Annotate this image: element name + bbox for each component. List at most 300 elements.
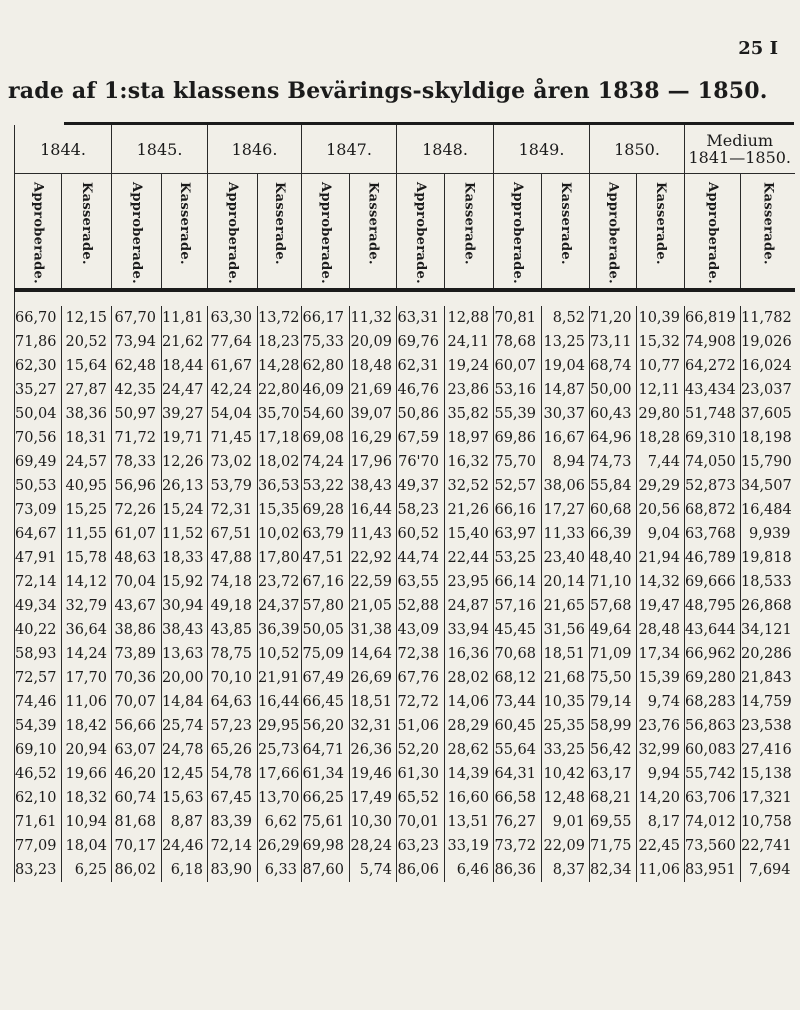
approberade-cell: 63,23 [397,834,445,858]
approberade-cell: 67,70 [112,306,162,330]
kasserade-cell: 22,09 [542,834,590,858]
approberade-label: Approberade. [705,182,720,284]
approberade-cell: 46,789 [685,546,741,570]
table-row [15,786,795,810]
approberade-cell: 51,748 [685,402,741,426]
kasserade-label: Kasserade. [79,182,94,265]
approberade-column-header [112,174,162,290]
kasserade-cell: 9,939 [741,522,795,546]
approberade-cell: 68,283 [685,690,741,714]
kasserade-cell: 16,44 [258,690,302,714]
kasserade-cell: 26,69 [350,666,397,690]
approberade-cell: 74,46 [15,690,62,714]
kasserade-cell: 11,81 [162,306,208,330]
kasserade-cell: 17,18 [258,426,302,450]
kasserade-cell: 30,94 [162,594,208,618]
kasserade-cell: 14,20 [637,786,685,810]
approberade-cell: 73,72 [494,834,542,858]
kasserade-cell: 22,80 [258,378,302,402]
kasserade-cell: 23,72 [258,570,302,594]
table-row [15,858,795,882]
approberade-cell: 74,18 [208,570,258,594]
approberade-cell: 53,25 [494,546,542,570]
approberade-cell: 60,083 [685,738,741,762]
kasserade-cell: 11,06 [62,690,112,714]
table-row [15,642,795,666]
approberade-cell: 46,52 [15,762,62,786]
kasserade-cell: 11,43 [350,522,397,546]
kasserade-cell: 24,37 [258,594,302,618]
approberade-cell: 72,57 [15,666,62,690]
approberade-cell: 56,42 [590,738,637,762]
table-row [15,330,795,354]
kasserade-cell: 39,07 [350,402,397,426]
kasserade-cell: 18,23 [258,330,302,354]
kasserade-cell: 22,45 [637,834,685,858]
kasserade-cell: 24,11 [445,330,494,354]
approberade-cell: 40,22 [15,618,62,642]
approberade-cell: 49,37 [397,474,445,498]
kasserade-cell: 20,14 [542,570,590,594]
approberade-cell: 68,21 [590,786,637,810]
kasserade-cell: 18,44 [162,354,208,378]
approberade-cell: 61,34 [302,762,350,786]
kasserade-cell: 16,60 [445,786,494,810]
approberade-cell: 55,64 [494,738,542,762]
kasserade-cell: 14,12 [62,570,112,594]
kasserade-label: Kasserade. [365,182,381,265]
kasserade-cell: 11,33 [542,522,590,546]
kasserade-cell: 22,741 [741,834,795,858]
kasserade-cell: 19,24 [445,354,494,378]
approberade-cell: 66,25 [302,786,350,810]
kasserade-cell: 16,32 [445,450,494,474]
kasserade-cell: 12,15 [62,306,112,330]
table-body [15,290,795,882]
approberade-cell: 53,16 [494,378,542,402]
kasserade-cell: 14,87 [542,378,590,402]
kasserade-cell: 38,06 [542,474,590,498]
kasserade-cell: 17,34 [637,642,685,666]
kasserade-cell: 14,39 [445,762,494,786]
table-row [15,834,795,858]
approberade-cell: 70,68 [494,642,542,666]
approberade-cell: 73,89 [112,642,162,666]
approberade-cell: 60,43 [590,402,637,426]
kasserade-cell: 15,64 [62,354,112,378]
kasserade-cell: 21,68 [542,666,590,690]
approberade-cell: 69,10 [15,738,62,762]
approberade-cell: 69,49 [15,450,62,474]
approberade-cell: 83,39 [208,810,258,834]
kasserade-cell: 32,99 [637,738,685,762]
approberade-cell: 56,96 [112,474,162,498]
approberade-cell: 57,80 [302,594,350,618]
approberade-cell: 54,04 [208,402,258,426]
kasserade-cell: 17,66 [258,762,302,786]
kasserade-cell: 28,48 [637,618,685,642]
kasserade-cell: 9,74 [637,690,685,714]
approberade-cell: 83,23 [15,858,62,882]
approberade-cell: 65,26 [208,738,258,762]
approberade-cell: 69,280 [685,666,741,690]
kasserade-cell: 33,19 [445,834,494,858]
kasserade-cell: 10,42 [542,762,590,786]
kasserade-cell: 25,74 [162,714,208,738]
kasserade-cell: 13,25 [542,330,590,354]
kasserade-cell: 19,71 [162,426,208,450]
kasserade-cell: 14,06 [445,690,494,714]
kasserade-cell: 18,28 [637,426,685,450]
approberade-cell: 71,72 [112,426,162,450]
kasserade-cell: 11,55 [62,522,112,546]
approberade-cell: 60,52 [397,522,445,546]
approberade-cell: 52,873 [685,474,741,498]
kasserade-cell: 17,27 [542,498,590,522]
kasserade-cell: 26,13 [162,474,208,498]
approberade-cell: 69,98 [302,834,350,858]
kasserade-cell: 21,94 [637,546,685,570]
kasserade-cell: 8,52 [542,306,590,330]
kasserade-cell: 10,30 [350,810,397,834]
kasserade-cell: 24,47 [162,378,208,402]
kasserade-column-header [445,174,494,290]
approberade-cell: 64,96 [590,426,637,450]
statistics-table-container [14,122,794,882]
kasserade-cell: 20,94 [62,738,112,762]
kasserade-cell: 23,95 [445,570,494,594]
approberade-cell: 49,64 [590,618,637,642]
kasserade-column-header [350,174,397,290]
approberade-cell: 75,50 [590,666,637,690]
kasserade-cell: 19,04 [542,354,590,378]
approberade-cell: 70,04 [112,570,162,594]
kasserade-cell: 14,32 [637,570,685,594]
kasserade-cell: 18,33 [162,546,208,570]
kasserade-cell: 21,69 [350,378,397,402]
approberade-cell: 43,434 [685,378,741,402]
kasserade-cell: 21,65 [542,594,590,618]
approberade-cell: 64,67 [15,522,62,546]
approberade-cell: 70,36 [112,666,162,690]
table-row [15,450,795,474]
approberade-cell: 63,30 [208,306,258,330]
kasserade-cell: 25,73 [258,738,302,762]
kasserade-cell: 16,44 [350,498,397,522]
kasserade-cell: 14,84 [162,690,208,714]
approberade-cell: 48,63 [112,546,162,570]
approberade-cell: 64,63 [208,690,258,714]
column-label-row [15,174,795,290]
approberade-cell: 77,64 [208,330,258,354]
kasserade-cell: 14,28 [258,354,302,378]
table-row [15,618,795,642]
year-header: Medium 1841—1850. [685,125,795,174]
approberade-cell: 53,79 [208,474,258,498]
approberade-cell: 67,59 [397,426,445,450]
kasserade-cell: 18,533 [741,570,795,594]
kasserade-cell: 32,79 [62,594,112,618]
approberade-cell: 70,56 [15,426,62,450]
kasserade-cell: 21,26 [445,498,494,522]
approberade-column-header [15,174,62,290]
approberade-cell: 57,68 [590,594,637,618]
kasserade-cell: 17,70 [62,666,112,690]
kasserade-cell: 38,36 [62,402,112,426]
kasserade-cell: 33,94 [445,618,494,642]
approberade-cell: 72,31 [208,498,258,522]
kasserade-cell: 38,43 [350,474,397,498]
kasserade-cell: 27,87 [62,378,112,402]
approberade-cell: 78,68 [494,330,542,354]
kasserade-label: Kasserade. [558,182,573,265]
approberade-label: Approberade. [510,182,525,284]
kasserade-cell: 40,95 [62,474,112,498]
kasserade-cell: 13,63 [162,642,208,666]
kasserade-cell: 20,286 [741,642,795,666]
kasserade-cell: 24,57 [62,450,112,474]
approberade-cell: 86,06 [397,858,445,882]
kasserade-cell: 24,46 [162,834,208,858]
table-row [15,738,795,762]
approberade-cell: 47,88 [208,546,258,570]
approberade-cell: 56,66 [112,714,162,738]
approberade-cell: 71,20 [590,306,637,330]
kasserade-cell: 36,64 [62,618,112,642]
approberade-cell: 74,012 [685,810,741,834]
approberade-label: Approberade. [30,182,46,284]
approberade-cell: 63,768 [685,522,741,546]
kasserade-cell: 17,96 [350,450,397,474]
approberade-cell: 70,01 [397,810,445,834]
approberade-cell: 66,45 [302,690,350,714]
approberade-cell: 83,90 [208,858,258,882]
approberade-cell: 83,951 [685,858,741,882]
table-row [15,690,795,714]
approberade-cell: 62,80 [302,354,350,378]
kasserade-cell: 15,790 [741,450,795,474]
approberade-column-header [302,174,350,290]
approberade-cell: 70,10 [208,666,258,690]
approberade-cell: 57,23 [208,714,258,738]
kasserade-cell: 6,62 [258,810,302,834]
approberade-cell: 75,61 [302,810,350,834]
kasserade-cell: 12,48 [542,786,590,810]
approberade-cell: 49,34 [15,594,62,618]
kasserade-cell: 28,02 [445,666,494,690]
approberade-cell: 42,35 [112,378,162,402]
year-header: 1847. [302,125,397,174]
kasserade-cell: 33,25 [542,738,590,762]
approberade-cell: 62,31 [397,354,445,378]
approberade-cell: 55,742 [685,762,741,786]
approberade-cell: 73,11 [590,330,637,354]
kasserade-cell: 19,46 [350,762,397,786]
approberade-cell: 87,60 [302,858,350,882]
kasserade-cell: 28,29 [445,714,494,738]
kasserade-cell: 36,53 [258,474,302,498]
kasserade-label: Kasserade. [653,182,668,265]
kasserade-cell: 16,484 [741,498,795,522]
approberade-cell: 81,68 [112,810,162,834]
approberade-cell: 71,45 [208,426,258,450]
kasserade-cell: 18,51 [542,642,590,666]
approberade-cell: 50,04 [15,402,62,426]
kasserade-cell: 16,36 [445,642,494,666]
approberade-label: Approberade. [129,182,144,284]
table-row [15,498,795,522]
kasserade-cell: 29,80 [637,402,685,426]
approberade-cell: 68,12 [494,666,542,690]
approberade-cell: 43,85 [208,618,258,642]
kasserade-column-header [741,174,795,290]
year-header: 1846. [208,125,302,174]
kasserade-cell: 13,70 [258,786,302,810]
approberade-cell: 51,06 [397,714,445,738]
kasserade-cell: 23,037 [741,378,795,402]
approberade-cell: 61,67 [208,354,258,378]
kasserade-cell: 24,78 [162,738,208,762]
kasserade-cell: 22,59 [350,570,397,594]
kasserade-cell: 5,74 [350,858,397,882]
approberade-cell: 77,09 [15,834,62,858]
kasserade-cell: 28,62 [445,738,494,762]
kasserade-cell: 20,00 [162,666,208,690]
approberade-cell: 50,05 [302,618,350,642]
approberade-cell: 43,67 [112,594,162,618]
approberade-cell: 68,74 [590,354,637,378]
approberade-cell: 69,310 [685,426,741,450]
kasserade-cell: 10,52 [258,642,302,666]
kasserade-cell: 36,39 [258,618,302,642]
kasserade-cell: 6,18 [162,858,208,882]
spacer-row [15,290,795,306]
approberade-cell: 55,39 [494,402,542,426]
kasserade-cell: 6,33 [258,858,302,882]
kasserade-cell: 21,843 [741,666,795,690]
kasserade-cell: 9,94 [637,762,685,786]
approberade-cell: 78,75 [208,642,258,666]
approberade-cell: 76,27 [494,810,542,834]
kasserade-column-header [637,174,685,290]
kasserade-cell: 18,97 [445,426,494,450]
approberade-cell: 43,644 [685,618,741,642]
approberade-cell: 73,02 [208,450,258,474]
approberade-cell: 47,91 [15,546,62,570]
kasserade-cell: 10,94 [62,810,112,834]
kasserade-cell: 34,121 [741,618,795,642]
approberade-cell: 50,53 [15,474,62,498]
approberade-cell: 46,09 [302,378,350,402]
approberade-cell: 62,10 [15,786,62,810]
approberade-cell: 76'70 [397,450,445,474]
kasserade-cell: 29,95 [258,714,302,738]
kasserade-cell: 29,29 [637,474,685,498]
kasserade-cell: 15,40 [445,522,494,546]
table-row [15,546,795,570]
approberade-column-header [397,174,445,290]
kasserade-cell: 17,80 [258,546,302,570]
kasserade-cell: 9,04 [637,522,685,546]
approberade-column-header [590,174,637,290]
kasserade-cell: 23,538 [741,714,795,738]
approberade-cell: 68,872 [685,498,741,522]
approberade-cell: 74,73 [590,450,637,474]
kasserade-cell: 11,782 [741,306,795,330]
kasserade-cell: 35,70 [258,402,302,426]
kasserade-cell: 10,39 [637,306,685,330]
approberade-cell: 43,09 [397,618,445,642]
kasserade-cell: 18,02 [258,450,302,474]
approberade-cell: 42,24 [208,378,258,402]
approberade-cell: 71,86 [15,330,62,354]
approberade-cell: 75,70 [494,450,542,474]
kasserade-cell: 19,818 [741,546,795,570]
approberade-cell: 66,819 [685,306,741,330]
approberade-cell: 73,94 [112,330,162,354]
kasserade-cell: 20,09 [350,330,397,354]
approberade-cell: 56,863 [685,714,741,738]
kasserade-label: Kasserade. [760,182,776,265]
approberade-cell: 74,908 [685,330,741,354]
table-row [15,402,795,426]
approberade-cell: 60,74 [112,786,162,810]
kasserade-cell: 25,35 [542,714,590,738]
kasserade-cell: 16,67 [542,426,590,450]
kasserade-cell: 38,43 [162,618,208,642]
approberade-cell: 70,07 [112,690,162,714]
approberade-cell: 46,76 [397,378,445,402]
approberade-cell: 61,07 [112,522,162,546]
approberade-cell: 66,16 [494,498,542,522]
table-row [15,522,795,546]
approberade-cell: 64,272 [685,354,741,378]
approberade-cell: 72,72 [397,690,445,714]
approberade-cell: 72,14 [15,570,62,594]
approberade-cell: 64,31 [494,762,542,786]
kasserade-cell: 26,29 [258,834,302,858]
kasserade-cell: 14,64 [350,642,397,666]
approberade-cell: 70,17 [112,834,162,858]
kasserade-cell: 32,52 [445,474,494,498]
approberade-cell: 69,28 [302,498,350,522]
approberade-column-header [208,174,258,290]
kasserade-cell: 20,56 [637,498,685,522]
approberade-label: Approberade. [413,182,428,284]
approberade-cell: 58,23 [397,498,445,522]
kasserade-cell: 10,758 [741,810,795,834]
approberade-cell: 63,31 [397,306,445,330]
approberade-cell: 67,16 [302,570,350,594]
table-row [15,810,795,834]
approberade-cell: 63,55 [397,570,445,594]
kasserade-cell: 19,026 [741,330,795,354]
approberade-cell: 52,57 [494,474,542,498]
kasserade-cell: 15,39 [637,666,685,690]
kasserade-cell: 14,24 [62,642,112,666]
approberade-cell: 50,86 [397,402,445,426]
approberade-cell: 35,27 [15,378,62,402]
approberade-cell: 79,14 [590,690,637,714]
page-number: 25 I [738,38,778,59]
kasserade-cell: 31,56 [542,618,590,642]
approberade-cell: 86,36 [494,858,542,882]
kasserade-cell: 19,66 [62,762,112,786]
kasserade-cell: 15,24 [162,498,208,522]
kasserade-cell: 6,25 [62,858,112,882]
approberade-cell: 60,07 [494,354,542,378]
approberade-cell: 75,33 [302,330,350,354]
